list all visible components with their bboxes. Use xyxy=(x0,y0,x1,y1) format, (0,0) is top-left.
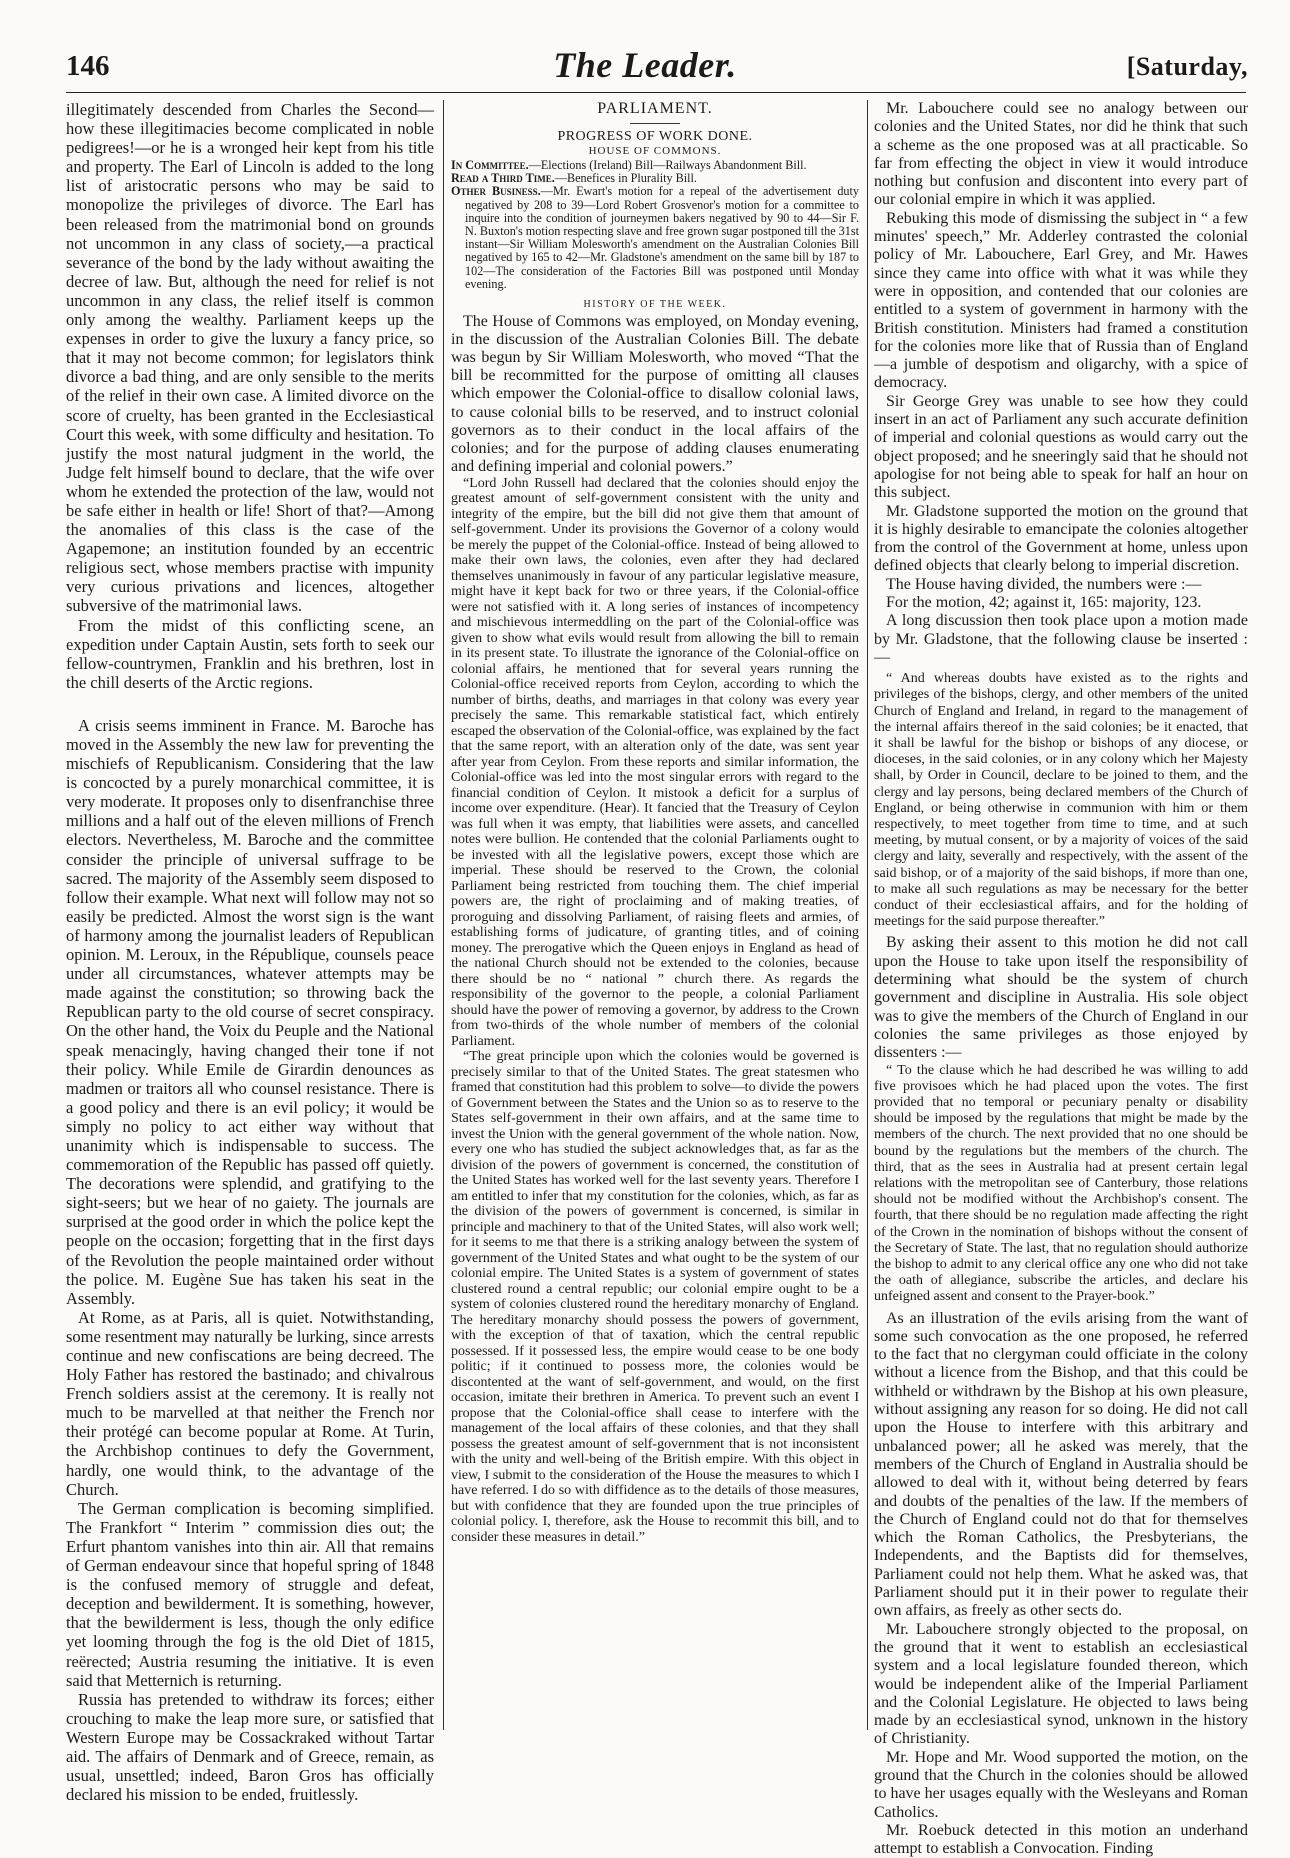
subheading-house: HOUSE OF COMMONS. xyxy=(588,145,722,157)
heading-rule xyxy=(630,123,680,124)
quote-molesworth-speech: “Lord John Russell had declared that the colonies should enjoy the greatest amount of self-government consistent with the unity and integrity of the empire, but the bill did not give them that amount of self-government. Under its provisions the Governor of a colony would be merely the puppet of the Colonial-office. Instead of being allowed to make their own laws, the colonies, even after they had declared themselves unanimously in favour of any particular legislative measure, might have it kept back for two or three years, if the Colonial-office were not satisfied with it. A long series of instances of incompetency and mischievous intermeddling on the part of the Colonial-office was given to show what evils would result from allowing the bill to remain in its present state. To illustrate the ignorance of the Colonial-office on colonial affairs, he mentioned that for several years running the Colonial-office received reports from Ceylon, according to which the number of births, deaths, and marriages in that colony was every year precisely the same. This remarkable statistical fact, which entirely escaped the observation of the Colonial-office, was explained by the fact that the same report, with an alteration only of the date, was sent year after year from Ceylon. From these reports and similar information, the Colonial-office was led into the most singular errors with regard to the financial condition of Ceylon. It mistook a deficit for a surplus of income over expenditure. (Hear). It fancied that the Treasury of Ceylon was full when it was empty, that liabilities were assets, and cancelled notes were bullion. He contended that the colonial Parliaments ought to be invested with all the legislative powers, except those which are imperial. These should be reserved to the Crown, the colonial Parliament being restricted from touching them. The chief imperial powers are, the right of proclaiming and of making treaties, of proroguing and dissolving Parliament, of raising fleets and armies, of establishing forms of judicature, of granting titles, and of coining money. The prerogative which the Queen enjoys in England as head of the national Church should not be extended to the colonies, because there should be no “ national ” church there. As regards the responsibility of the governor to the people, a colonial Parliament should have the power of removing a governor, by address to the Crown from two-thirds of the whole number of members of the colonial Parliament. xyxy=(451,475,859,1049)
column-middle xyxy=(451,100,859,1740)
quote-clause: “ And whereas doubts have existed as to the rights and privileges of the bishops, clergy, and other members of the united Church of England and Ireland, in regard to the management of the internal affairs thereof in the said colonies; be it enacted, that it shall be lawful for the bishop or bishops of any diocese, or dioceses, in the said colonies, or in any colony which her Majesty shall, by Order in Council, declare to be joined to them, and the clergy and lay persons, being declared members of the Church of England, or being otherwise in communion with him or them respectively, to meet together from time to time, and at such meeting, by mutual consent, or by a majority of voices of the said clergy and laity, severally and respectively, with the assent of the said bishop, or of a majority of the said bishops, if more than one, to make all such regulations as may be necessary for the better conduct of their ecclesiastical affairs, and for the holding of meetings for the said purpose thereafter.” xyxy=(874,671,1248,930)
quote-molesworth-principle: “The great principle upon which the colonies would be governed is precisely similar to that of the United States. The great statesmen who framed that constitution had this problem to solve—to divide the powers of Government between the States and the Union so as to reserve to the States self-government in their own affairs, and at the same time to invest the Union with the general government of the whole nation. Now, every one who has studied the subject acknowledges that, as far as the division of the powers of government is concerned, the constitution of the United States has worked well for the last seventy years. Therefore I am entitled to infer that my constitution for the colonies, which, as far as the division of the powers of government is concerned, is similar in principle and machinery to that of the United States, will also work well; for it seems to me that there is a striking analogy between the system of government of the United States and what ought to be the system of our colonial empire. The United States is a system of government of states clustered round a central republic; our colonial empire ought to be a system of colonies clustered round the hereditary monarchy of England. The hereditary monarchy should possess the powers of government, with the exception of that of taxation, which the central republic possessed. If it possessed less, the empire would cease to be one body politic; if it continued to possess more, the colonies would be discontented at the want of self-government, and would, on the first occasion, imitate their brethren in America. To prevent such an event I propose that the Colonial-office shall cease to interfere with the management of the local affairs of these colonies, and that they shall possess the greatest amount of self-government that is not inconsistent with the unity and well-being of the British empire. With this object in view, I submit to the consideration of the House the measures to which I have referred. I do so with diffidence as to the details of those measures, but with confidence that they are founded upon the true principles of colonial policy. I, therefore, ask the House to recommit this bill, and to consider these measures in detail.” xyxy=(451,1049,859,1545)
column-right xyxy=(874,100,1248,1858)
paragraph-labouchere-objection: Mr. Labouchere strongly objected to the proposal, on the ground that it went to establish an ecclesiastical system and a local legislature founded thereon, which would be independent alike of the Imperial Parliament and the Colonial Legislature. He objected to laws being made by an ecclesiastical synod, unknown in the history of Christianity. xyxy=(874,1620,1248,1748)
work-item: In Committee.—Elections (Ireland) Bill—Railways Abandonment Bill. xyxy=(451,158,807,172)
paragraph-gladstone: Mr. Gladstone supported the motion on the ground that it is highly desirable to emancipate the colonies altogether from the control of the Government at home, unless upon defined objects that clearly belong to imperial discretion. xyxy=(874,502,1248,575)
paragraph-russia: Russia has pretended to withdraw its forces; either crouching to make the leap more sure, or satisfied that Western Europe may be Cossackraked without Tartar aid. The affairs of Denmark and of Greece, remain, as usual, unsettled; indeed, Baron Gros has officially declared his mission to be ended, fruitlessly. xyxy=(66,1689,434,1805)
paragraph-lincoln-divorce: illegitimately descended from Charles the Second—how these illegitimacies become complicated in noble pedigrees!—or he is a wronged heir kept from his title and property. The Earl of Lincoln is added to the long list of aristocratic persons who may be said to monopolize the privileges of divorce. The Earl has been released from the matrimonial bond on grounds not uncommon in any class of society,—a practical severance of the bond by the lady without awaiting the decree of law. But, although the need for relief is not uncommon in any class, the relief itself is common only among the wealthy. Parliament keeps up the expenses in order to give the luxury a fancy price, so that it may not become common; for legislators think divorce a bad thing, and are only sensible to the merits of the relief in their own case. A limited divorce on the score of cruelty, has been granted in the Ecclesiastical Court this week, with some difficulty and hesitation. To justify the most natural judgment in the world, the Judge felt himself bound to declare, that the wife over whom he extended the protection of the law, would not be safe either in health or life! Short of that?—Among the anomalies of this class is the case of the Agapemone; an institution founded by an eccentric religious sect, whose members practise with impunity very curious privations and licences, altogether subversive of the matrimonial laws. xyxy=(66,100,434,616)
masthead xyxy=(42,44,1248,88)
paragraph-germany: The German complication is becoming simplified. The Frankfort “ Interim ” commission dies out; the Erfurt phantom vanishes into thin air. All that remains of German endeavour since that hopeful spring of 1848 is the confused memory of struggle and defeat, deception and bewilderment. It is something, however, that the bewilderment is less, though the only edifice yet looming through the fog is the old Diet of 1815, reërected; Austria resuming the initiative. It is even said that Metternich is returning. xyxy=(66,1498,434,1690)
column-left xyxy=(66,100,434,1805)
paragraph-roebuck: Mr. Roebuck detected in this motion an underhand attempt to establish a Convocation. Finding xyxy=(874,1821,1248,1858)
column-divider xyxy=(867,100,868,1730)
work-item: Other Business.—Mr. Ewart's motion for a repeal of the advertisement duty negatived by 208 to 39—Lord Robert Grosvenor's motion for a committee to inquire into the condition of journeymen bakers negatived by 90 to 44—Sir F. N. Buxton's motion respecting slave and free grown sugar postponed till the 31st instant—Sir William Molesworth's amendment on the Australian Colonies Bill negatived by 165 to 42—Mr. Gladstone's amendment on the same bill by 187 to 102—The consideration of the Factories Bill was postponed until Monday evening. xyxy=(451,184,859,291)
paragraph-rome: At Rome, as at Paris, all is quiet. Notwithstanding, some resentment may naturally be lurking, since arrests continue and new confiscations are being decreed. The Holy Father has restored the bastinado; and chivalrous French soldiers assist at the ceremony. It is really not much to be marvelled at that neither the French nor their protégé can become popular at Rome. At Turin, the Archbishop continues to defy the Government, hardly, one would think, to the advantage of the Church. xyxy=(66,1307,434,1499)
paragraph-grey: Sir George Grey was unable to see how they could insert in an act of Parliament any such accurate definition of imperial and colonial questions as would carry out the object proposed; and he sneeringly said that he should not apologise for not being able to speak for half an hour on this subject. xyxy=(874,392,1248,502)
section-heading-parliament: PARLIAMENT. xyxy=(597,100,713,117)
paragraph-convocation-evils: As an illustration of the evils arising from the want of some such convocation as the one proposed, he referred to the fact that no clergyman could officiate in the colony without a licence from the Bishop, and that this could be withheld or withdrawn by the Bishop at his own pleasure, without assigning any reason for so doing. He did not call upon the House to interfere with this arbitrary and unbalanced power; all he asked was merely, that the members of the Church of England in Australia should be allowed to deal with it, without being deterred by fears and doubts of the penalties of the law. If the members of the Church of England could not do that for themselves which the Roman Catholics, the Presbyterians, the Independents, and the Baptists did for themselves, Parliament could not help them. What he asked was, that Parliament should put it in their power to regulate their own affairs, as freely as other sects do. xyxy=(874,1309,1248,1620)
paragraph-adderley: Rebuking this mode of dismissing the subject in “ a few minutes' speech,” Mr. Adderley contrasted the colonial policy of Mr. Labouchere, Earl Grey, and Mr. Hawes since they came into office with what it was while they were in opposition, and contended that our colonies are entitled to a system of government in harmony with the British constitution. Ministers had framed a constitution for the colonies more like that of Russia than of England—a jumble of despotism and oligarchy, with a spice of democracy. xyxy=(874,209,1248,392)
paragraph-molesworth-motion: The House of Commons was employed, on Monday evening, in the discussion of the Australian Colonies Bill. The debate was begun by Sir William Molesworth, who moved “That the bill be recommitted for the purpose of omitting all clauses which empower the Colonial-office to disallow colonial laws, to cause colonial bills to be reserved, and to instruct colonial governors as to their conduct in the local affairs of the colonies; and for the purpose of adding clauses enumerating and defining imperial and colonial powers.” xyxy=(451,313,859,475)
page-number: 146 xyxy=(66,50,110,82)
paragraph-division: The House having divided, the numbers were :— xyxy=(886,575,1202,593)
column-divider xyxy=(443,100,444,1730)
issue-day: [Saturday, xyxy=(1126,52,1248,81)
newspaper-title: The Leader. xyxy=(553,45,737,85)
paragraph-france: A crisis seems imminent in France. M. Baroche has moved in the Assembly the new law for preventing the mischiefs of Republicanism. Considering that the law is concocted by a purely monarchical committee, it is very moderate. It proposes only to disenfranchise three millions and a half out of the eleven millions of French electors. Nevertheless, M. Baroche and the committee consider the principle of universal suffrage to be sacred. The majority of the Assembly seem disposed to follow their example. What next will follow may not so easily be predicted. Almost the worst sign is the want of harmony among the journalist leaders of Republican opinion. M. Leroux, in the République, counsels peace under all circumstances, whatever attempts may be made against the constitution; so throwing back the Republican party to the old course of secret conspiracy. On the other hand, the Voix du Peuple and the National speak menacingly, having changed their tone if not their policy. While Emile de Girardin denounces as madmen or traitors all who counsel resistance. There is a good policy and there is an evil policy; it would be simply no policy to act either way without that unanimity which is indispensable to success. The commemoration of the Republic has passed off quietly. The decorations were splendid, and gratifying to the sight-seers; but we hear of no gaiety. The journals are surprised at the good order in which the police kept the people on the occasion; forgetting that in the first days of the Revolution the people maintained order without the police. M. Eugène Sue has taken his seat in the Assembly. xyxy=(66,715,434,1308)
quote-provisoes: “ To the clause which he had described he was willing to add five provisoes which he had placed upon the votes. The first provided that no temporal or pecuniary penalty or disability should be imposed by the regulations that might be made by the members of the church. The next provided that no one should be bound by the regulations but the members of the church. The third, that as the sees in Australia had at present certain legal relations with the metropolitan see of Canterbury, those relations should not be modified without the Archbishop's consent. The fourth, that there should be no regulation made affecting the right of the Crown in the nomination of bishops without the consent of the Secretary of State. The last, that no regulation should authorize the bishop to admit to any clerical office any one who did not take the oath of allegiance, subscribe the articles, and declare his unfeigned assent and consent to the Prayer-book.” xyxy=(874,1062,1248,1305)
paragraph-assent: By asking their assent to this motion he did not call upon the House to take upon itself the responsibility of determining what should be the system of church government and discipline in Australia. His sole object was to give the members of the Church of England in our colonies the same privileges as those enjoyed by dissenters :— xyxy=(874,934,1248,1062)
subheading-history: HISTORY OF THE WEEK. xyxy=(583,299,727,311)
work-item: Read a Third Time.—Benefices in Plurality Bill. xyxy=(451,171,697,186)
paragraph-arctic-expedition: From the midst of this conflicting scene, an expedition under Captain Austin, sets forth to seek our fellow-countrymen, Franklin and his brethren, lost in the chill deserts of the Arctic regions. xyxy=(66,615,434,692)
paragraph-vote-result: For the motion, 42; against it, 165: majority, 123. xyxy=(886,594,1202,612)
subheading-progress: PROGRESS OF WORK DONE. xyxy=(557,129,753,144)
masthead-rule xyxy=(66,92,1246,93)
section-gap xyxy=(66,692,434,716)
paragraph-hope-wood: Mr. Hope and Mr. Wood supported the motion, on the ground that the Church in the colonies should be allowed to have her usages equally with the Wesleyans and Roman Catholics. xyxy=(874,1748,1248,1821)
paragraph-gladstone-clause: A long discussion then took place upon a motion made by Mr. Gladstone, that the following clause be inserted :— xyxy=(874,612,1248,666)
paragraph-labouchere: Mr. Labouchere could see no analogy between our colonies and the United States, nor did he think that such a scheme as the one proposed was at all practicable. So far from effecting the object in view it would introduce nothing but confusion and discontent into every part of our colonial empire in which it was applied. xyxy=(874,100,1248,209)
